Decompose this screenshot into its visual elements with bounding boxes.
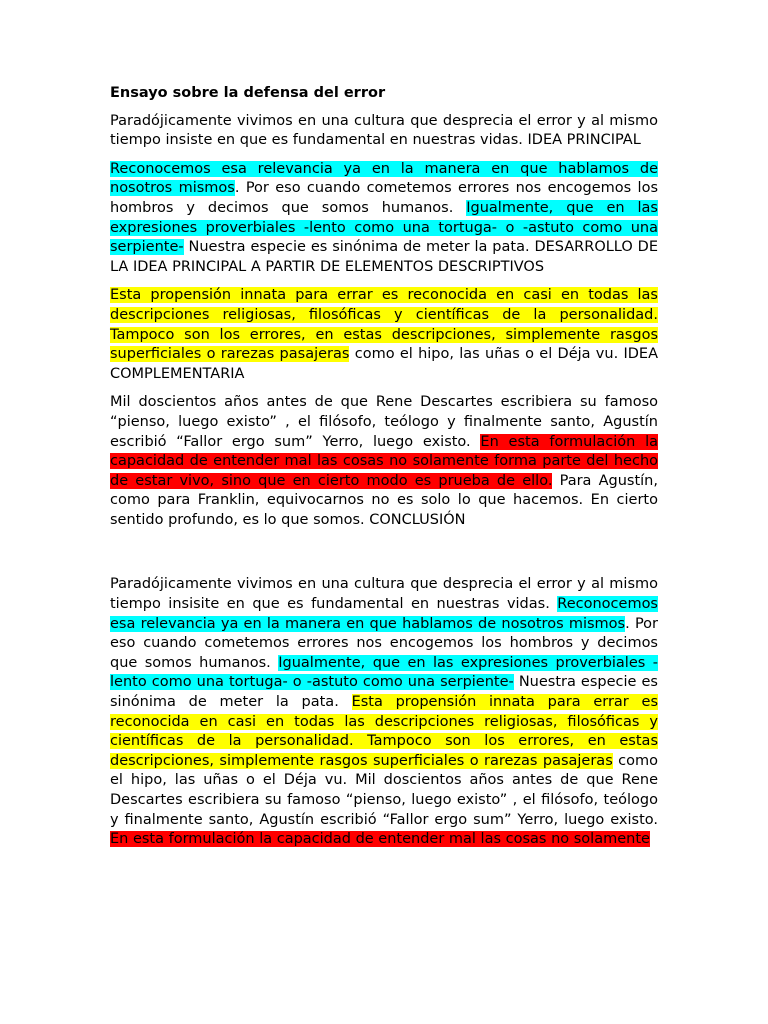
p4-highlight-red: En esta formulación la capacidad de entender mal las cosas no solamente forma parte del hecho de estar vivo, sino que en cierto modo es prueba de ello. xyxy=(110,433,658,489)
document-page xyxy=(110,84,658,859)
p2-text-1: . Por eso cuando cometemos errores nos encogemos los hombros y decimos que somos humanos. xyxy=(110,180,658,216)
paragraph-2 xyxy=(110,160,658,278)
paragraph-3 xyxy=(110,286,658,384)
p5-highlight-yellow: Esta propensión innata para errar es reconocida en casi en todas las descripciones religiosas, filosóficas y científicas de la personalidad. Tampoco son los errores, en estas descripciones, simplemente rasgos superficiales o rarezas pasajeras xyxy=(110,694,658,769)
p3-highlight-yellow: Esta propensión innata para errar es reconocida en casi en todas las descripciones religiosas, filosóficas y científicas de la personalidad. Tampoco son los errores, en estas descripciones, simplemente rasgos superficiales o rarezas pasajeras xyxy=(110,287,658,363)
paragraph-4 xyxy=(110,393,658,530)
essay-title: Ensayo sobre la defensa del error xyxy=(110,85,386,101)
p5-text-2: . Por eso cuando cometemos errores nos encogemos los hombros y decimos que somos humanos. xyxy=(110,615,658,671)
p4-text-1: Mil doscientos años antes de que Rene Descartes escribiera su famoso “pienso, luego existo” , el filósofo, teólogo y finalmente santo, Agustín escribió “Fallor ergo sum” Yerro, luego existo. xyxy=(110,394,658,450)
p5-highlight-cyan-1: Reconocemos esa relevancia ya en la manera en que hablamos de nosotros mismos xyxy=(110,596,658,632)
blank-space xyxy=(110,539,658,575)
p5-text-3: Nuestra especie es sinónima de meter la pata. xyxy=(110,674,658,711)
p2-highlight-cyan-1: Reconocemos esa relevancia ya en la manera en que hablamos de nosotros mismos xyxy=(110,160,658,197)
p1-text: Paradójicamente vivimos en una cultura que desprecia el error y al mismo tiempo insiste en que es fundamental en nuestras vidas. IDEA PRINCIPAL xyxy=(110,112,658,149)
p3-text: como el hipo, las uñas o el Déja vu. IDEA COMPLEMENTARIA xyxy=(110,346,658,382)
paragraph-1 xyxy=(110,112,658,151)
p2-highlight-cyan-2: Igualmente, que en las expresiones proverbiales -lento como una tortuga- o -astuto como una serpiente- xyxy=(110,199,658,256)
p5-highlight-cyan-2: Igualmente, que en las expresiones proverbiales -lento como una tortuga- o -astuto como una serpiente- xyxy=(110,654,658,691)
p5-text-4: como el hipo, las uñas o el Déja vu. Mil doscientos años antes de que Rene Descartes escribiera su famoso “pienso, luego existo” , el filósofo, teólogo y finalmente santo, Agustín escribió “Fallor ergo sum” Yerro, luego existo. xyxy=(110,752,658,828)
p5-text-1: Paradójicamente vivimos en una cultura que desprecia el error y al mismo tiempo insisite en que es fundamental en nuestras vidas. xyxy=(110,576,658,613)
paragraph-5 xyxy=(110,575,658,849)
p5-highlight-red: En esta formulación la capacidad de entender mal las cosas no solamente xyxy=(110,831,650,848)
p2-text-2: Nuestra especie es sinónima de meter la pata. DESARROLLO DE LA IDEA PRINCIPAL A PARTIR DE ELEMENTOS DESCRIPTIVOS xyxy=(110,239,658,275)
p4-text-2: Para Agustín, como para Franklin, equivocarnos no es solo lo que hacemos. En cierto sentido profundo, es lo que somos. CONCLUSIÓN xyxy=(110,472,658,528)
